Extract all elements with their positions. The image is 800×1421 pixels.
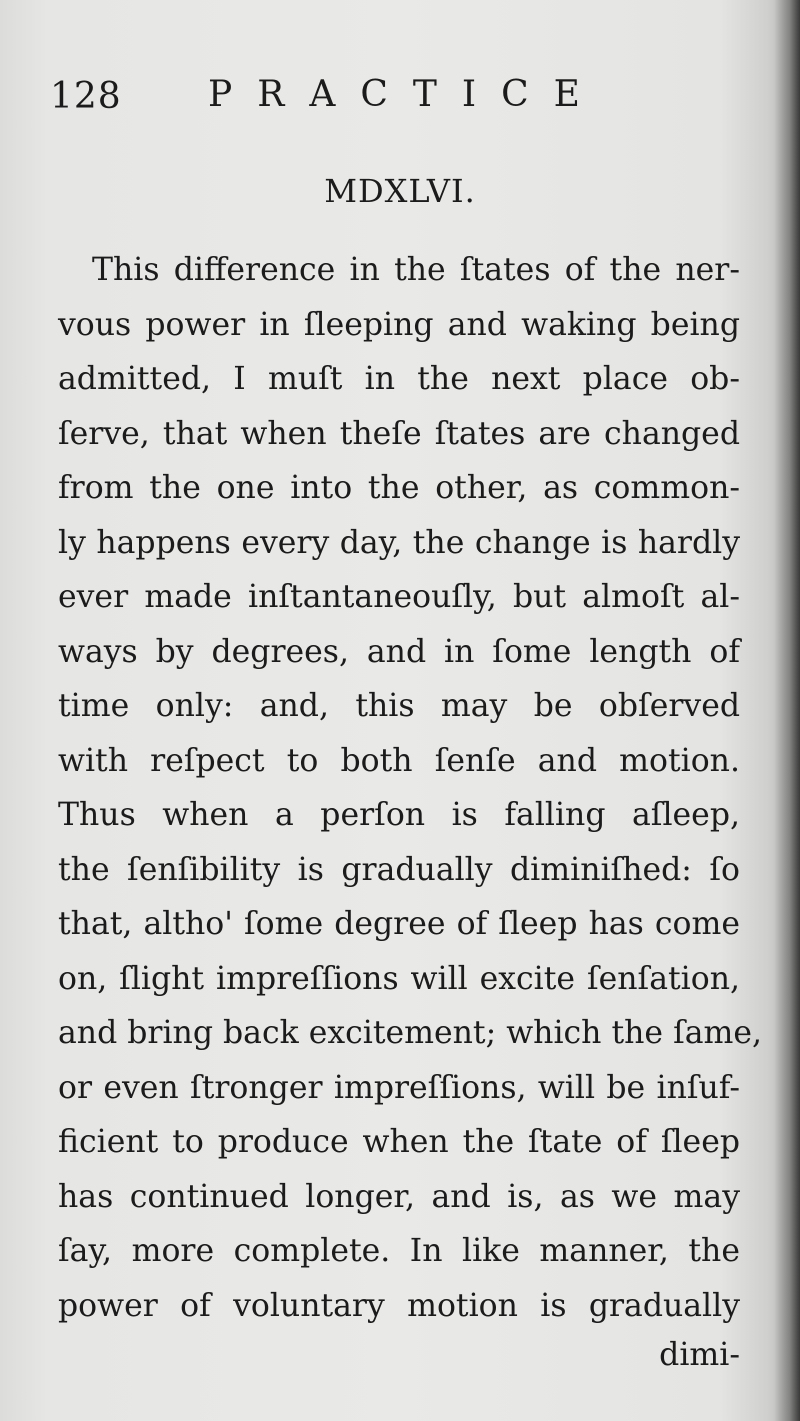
body-text — [58, 243, 763, 1333]
running-head-title: PRACTICE — [208, 74, 605, 115]
spine-shadow — [774, 0, 800, 1421]
text-line: ſay, more complete. In like manner, the — [58, 1233, 740, 1269]
text-line: power of voluntary motion is gradually — [58, 1287, 740, 1324]
section-number: MDXLVI. — [324, 172, 476, 210]
text-line: or even ſtronger impreſſions, will be inſuf- — [58, 1069, 740, 1106]
text-line: ſerve, that when theſe ſtates are changed — [58, 415, 740, 452]
text-line: ly happens every day, the change is hardly — [58, 524, 740, 561]
text-line: has continued longer, and is, as we may — [58, 1178, 740, 1215]
text-line: ways by degrees, and in ſome length of — [58, 633, 740, 670]
text-line: with reſpect to both ſenſe and motion. — [58, 742, 740, 779]
text-line: Thus when a perſon is falling aſleep, — [58, 797, 740, 833]
text-line: time only: and, this may be obſerved — [58, 688, 740, 724]
text-line: and bring back excitement; which the ſame, — [58, 1015, 763, 1051]
running-head — [50, 70, 750, 126]
text-line: vous power in ſleeping and waking being — [58, 306, 740, 343]
text-line: admitted, I muſt in the next place ob- — [58, 361, 740, 397]
text-line: the ſenſibility is gradually diminiſhed: ſo — [58, 851, 740, 888]
catchword: dimi- — [659, 1337, 740, 1373]
text-line: from the one into the other, as common- — [58, 470, 740, 506]
text-line: on, ſlight impreſſions will excite ſenſation, — [58, 960, 740, 997]
text-line: ficient to produce when the ſtate of ſleep — [58, 1124, 740, 1160]
text-line: This difference in the ſtates of the ner- — [92, 252, 740, 288]
text-line: that, altho' ſome degree of ſleep has come — [58, 906, 740, 942]
page-number: 128 — [50, 76, 122, 117]
text-line: ever made inſtantaneouſly, but almoſt al- — [58, 579, 740, 615]
